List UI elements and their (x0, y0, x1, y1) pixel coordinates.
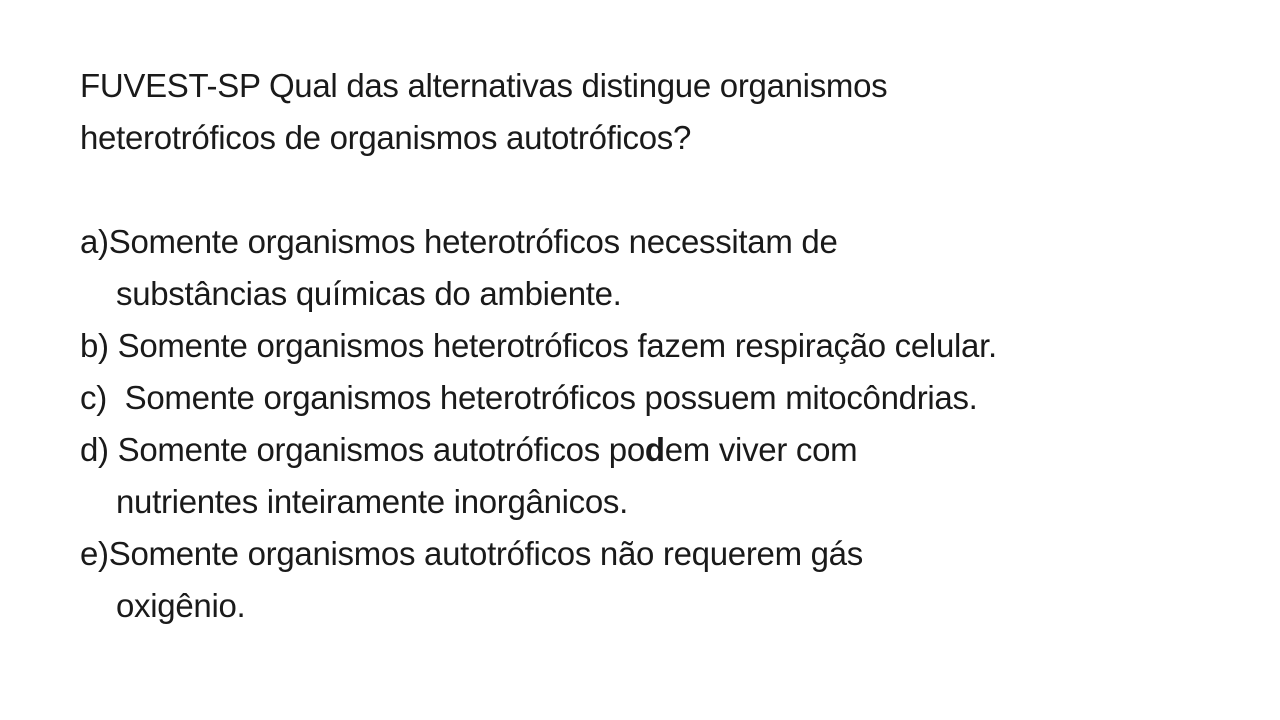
option-d-line-1-pre: d) Somente organismos autotróficos po (80, 431, 645, 468)
option-a (80, 216, 1220, 320)
option-a-line-1: a)Somente organismos heterotróficos necessitam de (80, 223, 838, 260)
question-line-2: heterotróficos de organismos autotróficos? (80, 119, 692, 156)
option-c (80, 372, 1220, 424)
option-e-line-1: e)Somente organismos autotróficos não requerem gás (80, 535, 863, 572)
option-d-line-1-bold: d (644, 431, 665, 468)
option-d-line-2: nutrientes inteiramente inorgânicos. (116, 483, 628, 520)
slide-content (80, 60, 1220, 632)
option-a-line-2: substâncias químicas do ambiente. (116, 275, 622, 312)
spacer (80, 164, 1220, 216)
option-b (80, 320, 1220, 372)
option-d (80, 424, 1220, 528)
option-b-line-1: b) Somente organismos heterotróficos fazem respiração celular. (80, 327, 997, 364)
option-e (80, 528, 1220, 632)
answer-options (80, 216, 1220, 632)
option-e-line-2: oxigênio. (116, 587, 246, 624)
option-d-line-1-post: em viver com (664, 431, 858, 468)
question-line-1: FUVEST-SP Qual das alternativas distingue organismos (80, 67, 888, 104)
option-c-line-1: c) Somente organismos heterotróficos possuem mitocôndrias. (80, 379, 978, 416)
question-text (80, 60, 1220, 164)
